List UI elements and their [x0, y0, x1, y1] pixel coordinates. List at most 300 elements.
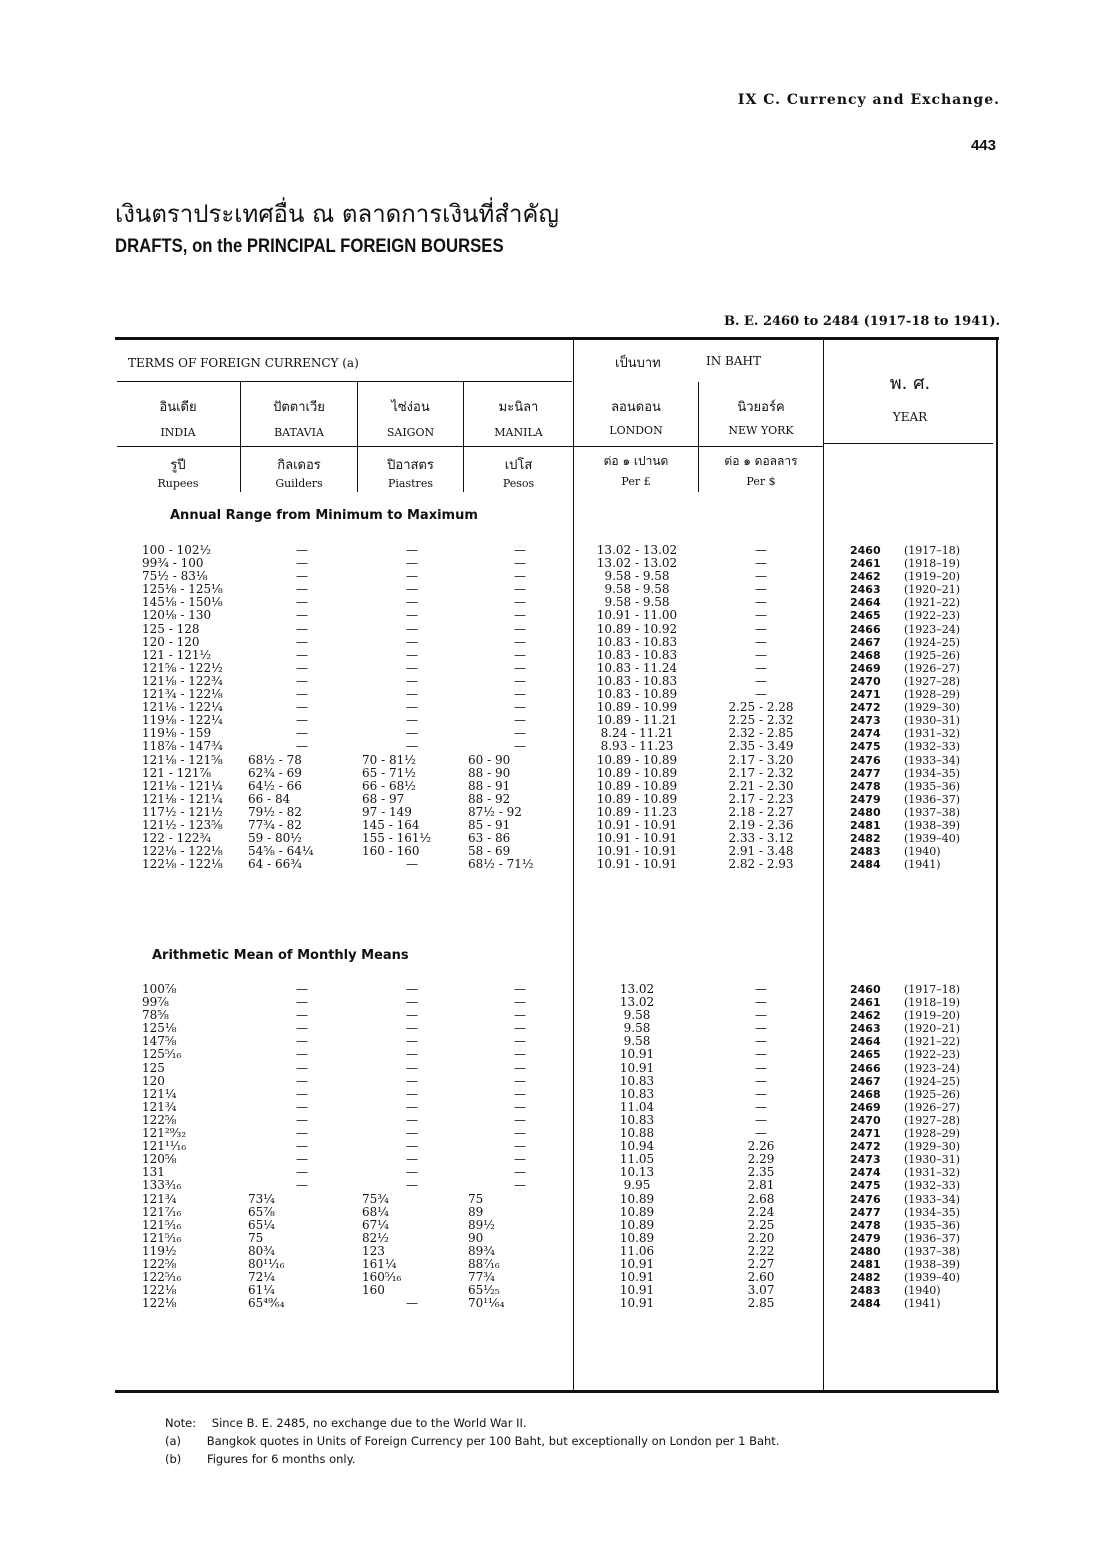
column-london	[578, 544, 696, 871]
thai-title: เงินตราประเทศอื่น ณ ตลาดการเงินที่สำคัญ	[115, 200, 559, 228]
col-london-unit-thai: ต่อ ๑ เปานด	[603, 454, 669, 468]
cell-manila: —	[514, 687, 526, 702]
note-main	[165, 1416, 527, 1430]
col-saigon-unit-thai: ปิอาสตร	[387, 458, 434, 473]
cell-newyork: 2.21 - 2.30	[728, 778, 794, 793]
col-newyork-unit: Per $	[746, 475, 776, 488]
cell-india: 121¹¹⁄₁₆	[142, 1139, 187, 1154]
col-newyork-unit-thai: ต่อ ๑ ดอลลาร	[724, 454, 798, 468]
cell-london: 10.83 - 10.83	[596, 647, 678, 662]
cell-batavia: —	[296, 595, 308, 610]
cell-india: 122⁵⁄₁₆	[142, 1270, 182, 1285]
column-manila	[468, 544, 572, 871]
year-row	[850, 1258, 960, 1271]
year-row	[850, 996, 960, 1009]
year-be: 2461	[850, 996, 881, 1010]
year-ad: (1941)	[904, 858, 941, 872]
table-right-border	[996, 337, 998, 1393]
section-title-range: Annual Range from Minimum to Maximum	[170, 508, 478, 523]
year-ad: (1928–29)	[904, 1127, 961, 1141]
cell-newyork: —	[755, 634, 767, 649]
cell-india: 133³⁄₁₆	[142, 1178, 182, 1193]
cell-london: 10.89	[619, 1230, 655, 1245]
cell-saigon: —	[406, 700, 418, 715]
cell-india: 121¾ - 122⅛	[142, 687, 223, 702]
col-manila-thai: มะนิลา	[498, 400, 539, 415]
cell-manila: —	[514, 1086, 526, 1101]
cell-saigon: —	[406, 1165, 418, 1180]
cell-india: 122⅛ - 122⅛	[142, 844, 223, 859]
year-row	[850, 1166, 960, 1179]
year-row	[850, 623, 960, 636]
cell-manila: 89¾	[468, 1243, 495, 1258]
cell-saigon: —	[406, 595, 418, 610]
column-saigon	[362, 544, 462, 871]
year-ad: (1930–31)	[904, 714, 961, 728]
year-row	[850, 544, 960, 557]
year-row	[850, 1284, 960, 1297]
year-row	[850, 1114, 960, 1127]
cell-newyork: 2.17 - 3.20	[728, 752, 794, 767]
cell-manila: 63 - 86	[468, 831, 511, 846]
cell-batavia: 54⅝ - 64¼	[248, 844, 314, 859]
year-row	[850, 1101, 960, 1114]
cell-newyork: 2.82 - 2.93	[728, 857, 794, 872]
year-row	[850, 688, 960, 701]
year-row	[850, 675, 960, 688]
year-ad: (1922–23)	[904, 1048, 961, 1062]
cell-batavia: —	[296, 1126, 308, 1141]
cell-saigon: —	[406, 1296, 418, 1311]
year-row	[850, 845, 960, 858]
cell-manila: —	[514, 1073, 526, 1088]
note-a-text: Bangkok quotes in Units of Foreign Currency per 100 Baht, but exceptionally on London per 1 Baht.	[206, 1434, 780, 1448]
year-be: 2468	[850, 648, 881, 662]
cell-batavia: —	[296, 556, 308, 571]
cell-india: 120 - 120	[142, 634, 200, 649]
cell-saigon: 161¼	[362, 1256, 397, 1271]
cell-newyork: 2.24	[747, 1204, 775, 1219]
cell-newyork: —	[755, 608, 767, 623]
cell-saigon: 160 - 160	[362, 844, 420, 859]
cell-london: 13.02	[619, 982, 655, 996]
cell-batavia: 68½ - 78	[248, 752, 302, 767]
cell-india: 119½	[142, 1243, 177, 1258]
year-be: 2466	[850, 622, 881, 636]
cell-india: 119⅛ - 122¼	[142, 713, 223, 728]
cell-india: 121¾	[142, 1191, 177, 1206]
cell-saigon: 123	[362, 1243, 385, 1258]
cell-india: 121 - 121½	[142, 647, 212, 662]
year-ad: (1933–34)	[904, 1192, 961, 1206]
year-ad: (1919–20)	[904, 570, 961, 584]
cell-saigon: —	[406, 1034, 418, 1049]
year-be: 2484	[850, 1297, 881, 1311]
cell-batavia: —	[296, 687, 308, 702]
column-london	[578, 983, 696, 1310]
cell-india: 99¾ - 100	[142, 556, 204, 571]
cell-india: 99⅞	[142, 995, 169, 1010]
year-row	[850, 701, 960, 714]
year-ad: (1918–19)	[904, 996, 961, 1010]
cell-batavia: 62¾ - 69	[248, 765, 302, 780]
cell-newyork: —	[755, 673, 767, 688]
year-be: 2470	[850, 1113, 881, 1127]
col-batavia: BATAVIA	[274, 426, 324, 439]
year-row	[850, 1232, 960, 1245]
year-be: 2478	[850, 779, 881, 793]
cell-newyork: 2.27	[747, 1256, 775, 1271]
note-a-label: (a)	[165, 1434, 182, 1448]
year-ad: (1917–18)	[904, 544, 961, 557]
year-ad: (1930–31)	[904, 1153, 961, 1167]
year-ad: (1937–38)	[904, 805, 961, 819]
year-ad: (1924–25)	[904, 1074, 961, 1088]
cell-batavia: 66 - 84	[248, 791, 291, 806]
column-newyork	[702, 983, 820, 1310]
year-be: 2460	[850, 544, 881, 557]
cell-saigon: —	[406, 1139, 418, 1154]
cell-london: 10.91	[619, 1256, 655, 1271]
cell-india: 125⅛ - 125⅛	[142, 582, 223, 597]
year-ad: (1938–39)	[904, 818, 961, 832]
year-be: 2474	[850, 727, 881, 741]
cell-india: 125⁵⁄₁₆	[142, 1047, 182, 1062]
cell-india: 121⅛ - 121¼	[142, 791, 223, 806]
cell-manila: 65¹⁄₂₅	[468, 1283, 500, 1298]
cell-india: 122⅝	[142, 1112, 177, 1127]
year-ad: (1941)	[904, 1297, 941, 1311]
year-be: 2468	[850, 1087, 881, 1101]
cell-newyork: 2.91 - 3.48	[728, 844, 794, 859]
cell-india: 120⅛ - 130	[142, 608, 212, 623]
cell-india: 121 - 121⅞	[142, 765, 212, 780]
cell-india: 147⅝	[142, 1034, 177, 1049]
cell-saigon: —	[406, 1126, 418, 1141]
cell-saigon: 68¼	[362, 1204, 389, 1219]
cell-newyork: 2.19 - 2.36	[728, 817, 794, 832]
cell-india: 120	[142, 1073, 165, 1088]
year-ad: (1921–22)	[904, 596, 961, 610]
cell-saigon: —	[406, 621, 418, 636]
year-be: 2466	[850, 1061, 881, 1075]
cell-manila: —	[514, 1099, 526, 1114]
cell-batavia: 65⅞	[248, 1204, 275, 1219]
year-be: 2467	[850, 635, 881, 649]
year-row	[850, 1062, 960, 1075]
cell-newyork: 2.26	[747, 1139, 775, 1154]
cell-manila: 88 - 90	[468, 765, 511, 780]
cell-batavia: —	[296, 543, 308, 557]
year-ad: (1920–21)	[904, 1022, 961, 1036]
year-be: 2483	[850, 845, 881, 859]
year-be: 2476	[850, 1192, 881, 1206]
year-row	[850, 858, 960, 871]
cell-saigon: —	[406, 995, 418, 1010]
cell-london: 10.88	[619, 1126, 655, 1141]
year-ad: (1918–19)	[904, 557, 961, 571]
cell-india: 121¼	[142, 1086, 177, 1101]
year-row	[850, 1245, 960, 1258]
cell-india: 121¾	[142, 1099, 177, 1114]
column-batavia	[248, 983, 356, 1310]
year-row	[850, 740, 960, 753]
year-row	[850, 983, 960, 996]
cell-manila: 58 - 69	[468, 844, 511, 859]
cell-saigon: —	[406, 1060, 418, 1075]
year-ad: (1935–36)	[904, 779, 961, 793]
cell-newyork: —	[755, 621, 767, 636]
cell-india: 122⅛ - 122⅛	[142, 857, 223, 872]
cell-manila: —	[514, 673, 526, 688]
year-row	[850, 1048, 960, 1061]
cell-manila: 90	[468, 1230, 484, 1245]
col-batavia-unit: Guilders	[275, 477, 323, 490]
year-ad: (1921–22)	[904, 1035, 961, 1049]
cell-saigon: —	[406, 1047, 418, 1062]
terms-header: TERMS OF FOREIGN CURRENCY (a)	[128, 356, 359, 370]
cell-newyork: —	[755, 1034, 767, 1049]
cell-manila: 70¹¹⁄₆₄	[468, 1296, 505, 1311]
year-ad: (1931–32)	[904, 1166, 961, 1180]
year-ad: (1929–30)	[904, 1140, 961, 1154]
cell-london: 10.13	[619, 1165, 655, 1180]
cell-saigon: —	[406, 1021, 418, 1036]
cell-india: 121⅝ - 122½	[142, 660, 223, 675]
cell-newyork: 2.33 - 3.12	[728, 831, 794, 846]
year-ad: (1927–28)	[904, 674, 961, 688]
year-be: 2480	[850, 1244, 881, 1258]
cell-newyork: —	[755, 995, 767, 1010]
cell-manila: —	[514, 608, 526, 623]
cell-india: 121⅛ - 121¼	[142, 778, 223, 793]
cell-london: 9.58 - 9.58	[604, 569, 670, 584]
cell-newyork: 2.25 - 2.28	[728, 700, 794, 715]
cell-london: 10.83 - 10.83	[596, 634, 678, 649]
year-be: 2462	[850, 1009, 881, 1023]
cell-manila: —	[514, 1139, 526, 1154]
col-manila: MANILA	[494, 426, 543, 439]
cell-manila: —	[514, 660, 526, 675]
year-ad: (1936–37)	[904, 1231, 961, 1245]
cell-london: 10.83	[619, 1073, 655, 1088]
cell-manila: —	[514, 726, 526, 741]
cell-india: 125 - 128	[142, 621, 200, 636]
year-ad: (1925–26)	[904, 648, 961, 662]
cell-london: 10.89	[619, 1191, 655, 1206]
year-ad: (1932–33)	[904, 1179, 961, 1193]
table-bottom-rule	[115, 1390, 999, 1393]
year-ad: (1917–18)	[904, 983, 961, 996]
cell-saigon: —	[406, 1086, 418, 1101]
cell-batavia: —	[296, 1047, 308, 1062]
year-row	[850, 649, 960, 662]
cell-saigon: —	[406, 726, 418, 741]
note-a	[165, 1434, 779, 1448]
cell-london: 10.89 - 11.21	[596, 713, 678, 728]
year-be: 2479	[850, 792, 881, 806]
cell-newyork: 2.22	[747, 1243, 775, 1258]
cell-london: 10.83	[619, 1112, 655, 1127]
cell-saigon: 66 - 68½	[362, 778, 416, 793]
year-row	[850, 1127, 960, 1140]
year-be: 2479	[850, 1231, 881, 1245]
year-be: 2470	[850, 674, 881, 688]
cell-batavia: 79½ - 82	[248, 804, 302, 819]
cell-saigon: 68 - 97	[362, 791, 405, 806]
year-ad: (1931–32)	[904, 727, 961, 741]
cell-saigon: 70 - 81½	[362, 752, 416, 767]
cell-batavia: —	[296, 700, 308, 715]
cell-newyork: 2.18 - 2.27	[728, 804, 794, 819]
cell-manila: 89½	[468, 1217, 495, 1232]
cell-newyork: —	[755, 556, 767, 571]
cell-india: 131	[142, 1165, 165, 1180]
year-row	[850, 1297, 960, 1310]
cell-india: 145⅛ - 150⅛	[142, 595, 223, 610]
cell-manila: 88⁷⁄₁₆	[468, 1256, 500, 1271]
year-row	[850, 1179, 960, 1192]
year-row	[850, 1193, 960, 1206]
cell-london: 9.58	[623, 1021, 651, 1036]
cell-saigon: 65 - 71½	[362, 765, 416, 780]
cell-batavia: 64 - 66¾	[248, 857, 302, 872]
cell-saigon: —	[406, 739, 418, 754]
year-row	[850, 1153, 960, 1166]
cell-newyork: —	[755, 569, 767, 584]
cell-manila: —	[514, 582, 526, 597]
year-be: 2463	[850, 583, 881, 597]
year-ad: (1939–40)	[904, 1271, 961, 1285]
col-london-unit: Per £	[621, 475, 651, 488]
col-manila-unit: Pesos	[502, 477, 535, 490]
year-row	[850, 1140, 960, 1153]
cell-india: 121½ - 123⅝	[142, 817, 223, 832]
cell-newyork: 2.35	[747, 1165, 775, 1180]
cell-batavia: —	[296, 621, 308, 636]
year-be: 2477	[850, 1205, 881, 1219]
year-ad: (1933–34)	[904, 753, 961, 767]
cell-batavia: —	[296, 1086, 308, 1101]
col-india-unit-thai: รูปี	[170, 458, 186, 473]
year-ad: (1934–35)	[904, 1205, 961, 1219]
cell-manila: —	[514, 1060, 526, 1075]
cell-london: 9.58	[623, 1034, 651, 1049]
column-year	[850, 544, 960, 871]
year-row	[850, 583, 960, 596]
cell-india: 119⅛ - 159	[142, 726, 212, 741]
year-be: 2464	[850, 1035, 881, 1049]
cell-india: 120⅝	[142, 1152, 177, 1167]
year-be: 2482	[850, 1271, 881, 1285]
cell-manila: —	[514, 1178, 526, 1193]
cell-london: 10.91	[619, 1270, 655, 1285]
year-ad: (1936–37)	[904, 792, 961, 806]
cell-batavia: —	[296, 1152, 308, 1167]
cell-london: 10.91	[619, 1296, 655, 1311]
in-baht-thai: เป็นบาท	[615, 356, 661, 371]
cell-india: 121⁷⁄₁₆	[142, 1204, 182, 1219]
cell-manila: 88 - 92	[468, 791, 511, 806]
year-row	[850, 1219, 960, 1232]
year-row	[850, 1022, 960, 1035]
cell-london: 10.91 - 10.91	[596, 857, 678, 872]
column-india	[142, 983, 240, 1310]
year-ad: (1935–36)	[904, 1218, 961, 1232]
cell-newyork: 2.25	[747, 1217, 775, 1232]
cell-london: 11.06	[619, 1243, 655, 1258]
col-manila-unit-thai: เปโส	[504, 458, 533, 473]
cell-newyork: 2.25 - 2.32	[728, 713, 794, 728]
cell-london: 10.89 - 10.89	[596, 752, 678, 767]
cell-manila: —	[514, 1152, 526, 1167]
year-ad: (1932–33)	[904, 740, 961, 754]
year-row	[850, 1075, 960, 1088]
cell-london: 10.91	[619, 1283, 655, 1298]
cell-london: 10.83	[619, 1086, 655, 1101]
year-be: 2473	[850, 714, 881, 728]
col-saigon-unit: Piastres	[388, 477, 433, 490]
cell-saigon: —	[406, 1112, 418, 1127]
year-be: 2472	[850, 701, 881, 715]
cell-india: 78⅝	[142, 1008, 169, 1023]
cell-newyork: —	[755, 543, 767, 557]
cell-manila: 85 - 91	[468, 817, 511, 832]
year-ad: (1923–24)	[904, 622, 961, 636]
cell-manila: —	[514, 1165, 526, 1180]
cell-india: 121⅛ - 122¼	[142, 700, 223, 715]
year-row	[850, 1088, 960, 1101]
column-newyork	[702, 544, 820, 871]
column-saigon	[362, 983, 462, 1310]
cell-saigon: —	[406, 1152, 418, 1167]
cell-batavia: —	[296, 713, 308, 728]
cell-newyork: —	[755, 1008, 767, 1023]
cell-manila: —	[514, 1021, 526, 1036]
cell-london: 9.58	[623, 1008, 651, 1023]
note-b-label: (b)	[165, 1452, 182, 1466]
year-row	[850, 754, 960, 767]
year-row	[850, 1009, 960, 1022]
cell-batavia: 80¾	[248, 1243, 275, 1258]
cell-batavia: —	[296, 1178, 308, 1193]
year-be: 2484	[850, 858, 881, 872]
cell-saigon: —	[406, 1099, 418, 1114]
cell-india: 125	[142, 1060, 165, 1075]
cell-batavia: —	[296, 1099, 308, 1114]
cell-india: 121⅛ - 122¾	[142, 673, 223, 688]
cell-manila: 68½ - 71½	[468, 857, 534, 872]
year-be: 2481	[850, 1257, 881, 1271]
year-be: 2461	[850, 557, 881, 571]
year-ad: (1926–27)	[904, 1100, 961, 1114]
year-be: 2472	[850, 1140, 881, 1154]
year-ad: (1922–23)	[904, 609, 961, 623]
cell-india: 117½ - 121½	[142, 804, 223, 819]
cell-newyork: —	[755, 595, 767, 610]
cell-london: 10.91 - 10.91	[596, 831, 678, 846]
cell-india: 118⅞ - 147¾	[142, 739, 223, 754]
cell-manila: —	[514, 543, 526, 557]
cell-saigon: 160⁵⁄₁₆	[362, 1270, 402, 1285]
year-ad: (1937–38)	[904, 1244, 961, 1258]
cell-manila: —	[514, 634, 526, 649]
cell-batavia: —	[296, 569, 308, 584]
cell-saigon: —	[406, 673, 418, 688]
year-row	[850, 727, 960, 740]
year-ad: (1929–30)	[904, 701, 961, 715]
year-row	[850, 793, 960, 806]
